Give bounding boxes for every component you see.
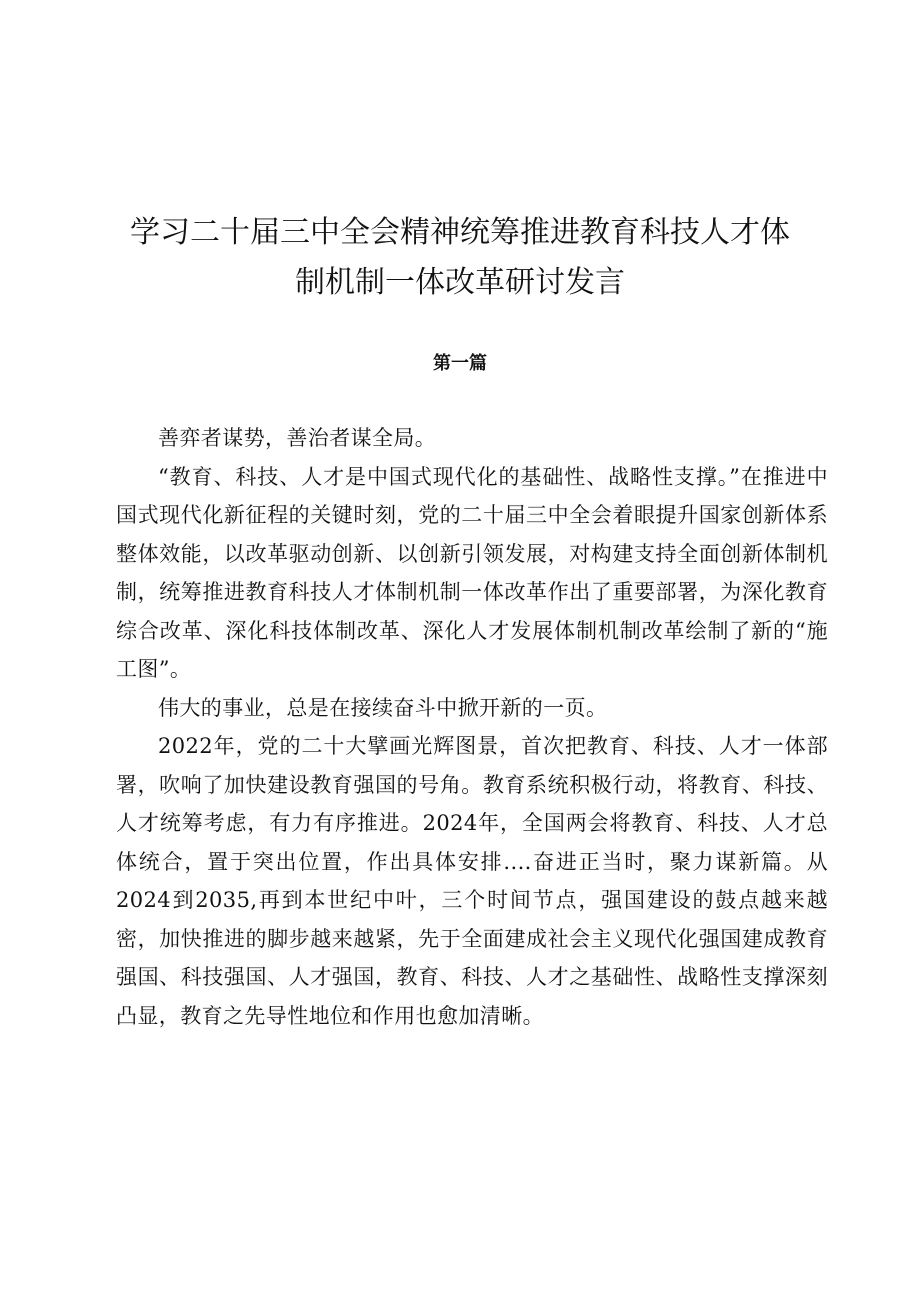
document-body <box>116 419 828 1035</box>
paragraph-3: 伟大的事业，总是在接续奋斗中掀开新的一页。 <box>158 695 608 720</box>
paragraph-2: “教育、科技、人才是中国式现代化的基础性、战略性支撑。”在推进中国式现代化新征程的关键时刻，党的二十届三中全会着眼提升国家创新体系整体效能，以改革驱动创新、以创新引领发展，对构建支持全面创新体制机制，统筹推进教育科技人才体制机制一体改革作出了重要部署，为深化教育综合改革、深化科技体制改革、深化人才发展体制机制改革绘制了新的“施工图”。 <box>116 464 828 681</box>
document-title <box>100 208 820 308</box>
paragraph-1: 善弈者谋势，善治者谋全局。 <box>158 426 437 450</box>
paragraph-4: 2022年，党的二十大擘画光辉图景，首次把教育、科技、人才一体部署，吹响了加快建设教育强国的号角。教育系统积极行动，将教育、科技、人才统筹考虑，有力有序推进。2024年，全国两会将教育、科技、人才总体统合，置于突出位置，作出具体安排....奋进正当时，聚力谋新篇。从2024到2035,再到本世纪中叶，三个时间节点，强国建设的鼓点越来越密，加快推进的脚步越来越紧，先于全面建成社会主义现代化强国建成教育强国、科技强国、人才强国，教育、科技、人才之基础性、战略性支撑深刻凸显，教育之先导性地位和作用也愈加清晰。 <box>116 734 828 1028</box>
document-title-line-1: 学习二十届三中全会精神统筹推进教育科技人才体 <box>130 215 790 250</box>
document-title-line-2: 制机制一体改革研讨发言 <box>295 265 625 300</box>
section-heading: 第一篇 <box>433 353 487 374</box>
